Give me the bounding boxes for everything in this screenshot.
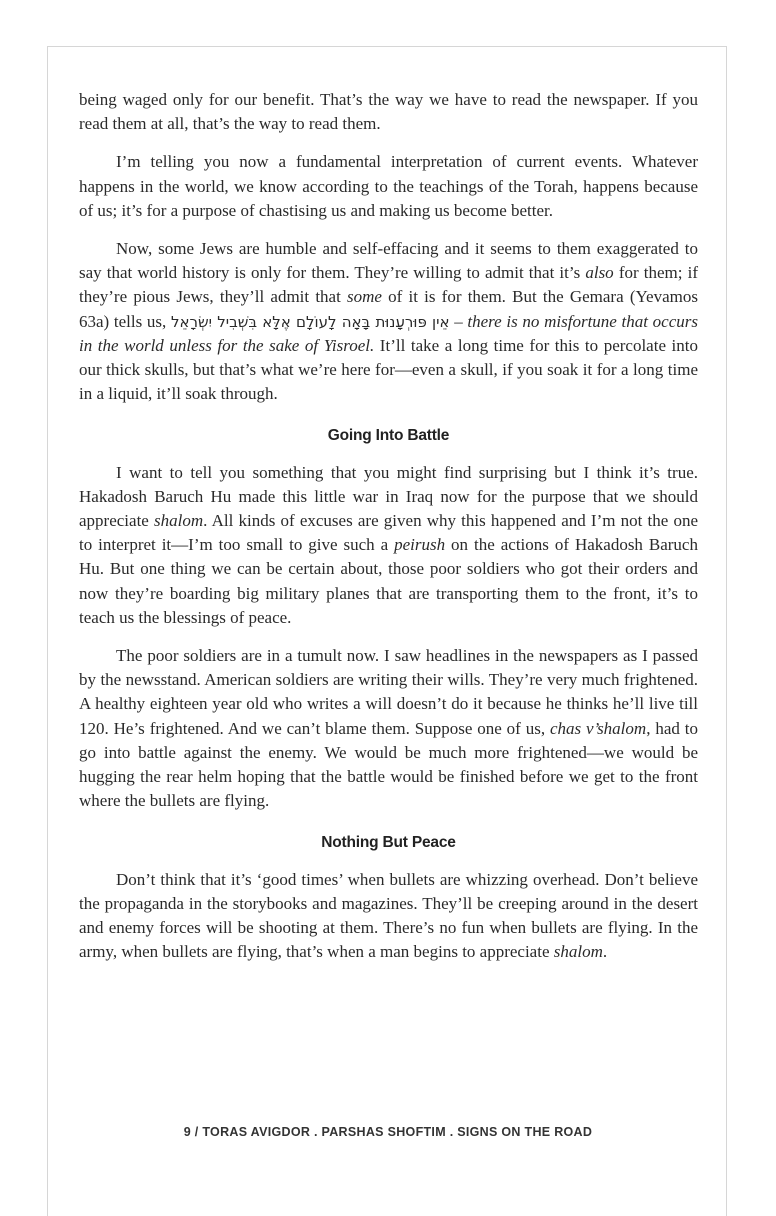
text-run: I want to tell you something that you might find surprising but I think it’s true. Hakadosh Baruch Hu made this little war in Iraq now for the purpose that we should appreciate — [79, 462, 698, 531]
text-run: The poor soldiers are in a tumult now. I saw headlines in the newspapers as I passed by the newsstand. American soldiers are writing their wills. They’re very much frightened. A healthy eighteen year old who writes a will doesn’t do it because he thinks he’ll live till 120. He’s frightened. And we can’t blame them. Suppose one of us, — [79, 646, 698, 738]
text-run: . All kinds of excuses are given why this happened and I’m not the one to interpret it—I’m too small to give such a — [79, 511, 699, 555]
body-text — [79, 88, 698, 979]
italic-text: shalom — [154, 511, 204, 531]
italic-text: chas v’shalom — [550, 718, 647, 738]
paragraph — [79, 150, 698, 223]
section-heading: Nothing But Peace — [321, 834, 456, 852]
text-run: It’ll take a long time for this to percolate into our thick skulls, but that’s what we’re here for—even a skull, if you soak it for a long time in a liquid, it’ll soak through. — [79, 335, 698, 404]
italic-text: some — [347, 287, 382, 307]
text-run: being waged only for our benefit. That’s the way we have to read the newspaper. If you read them at all, that’s the way to read them. — [79, 90, 698, 134]
text-run: Don’t think that it’s ‘good times’ when bullets are whizzing overhead. Don’t believe the propaganda in the storybooks and magazines. They’ll be creeping around in the desert and enemy forces will be shooting at them. There’s no fun when bullets are flying. In the army, when bullets are flying, that’s when a man begins to appreciate — [79, 869, 698, 962]
paragraph — [79, 644, 698, 813]
hebrew-quote: אֵין פּוּרְעָנוּת בָּאָה לָעוֹלָם אֶלָּא בִּשְׁבִיל יִשְׂרָאֵל — [170, 312, 450, 331]
page-footer: 9 / TORAS AVIGDOR . PARSHAS SHOFTIM . SIGNS ON THE ROAD — [183, 1125, 593, 1139]
paragraph — [79, 868, 698, 965]
text-run: , had to go into battle against the enemy. We would be much more frightened—we would be hugging the rear helm hoping that the battle would be finished before we get to the front where the bullets are flying. — [79, 718, 698, 811]
paragraph — [79, 461, 698, 630]
text-run: Now, some Jews are humble and self-effacing and it seems to them exaggerated to say that world history is only for them. They’re willing to admit that it’s — [79, 239, 698, 283]
italic-text: – there is no misfortune that occurs in the world unless for the sake of Yisroel. — [79, 311, 698, 355]
text-run: . — [602, 942, 608, 962]
italic-text: also — [585, 263, 614, 283]
text-run: for them; if they’re pious Jews, they’ll admit that — [79, 263, 698, 307]
text-run: I’m telling you now a fundamental interpretation of current events. Whatever happens in the world, we know according to the teachings of the Torah, happens because of us; it’s for a purpose of chastising us and making us become better. — [79, 152, 698, 220]
text-run: of it is for them. But the Gemara (Yevamos 63a) tells us, — [79, 287, 698, 331]
section-heading: Going Into Battle — [327, 427, 450, 445]
text-run: on the actions of Hakadosh Baruch Hu. But one thing we can be certain about, those poor soldiers who got their orders and now they’re boarding big military planes that are transporting them to the front, it’s to teach us the blessings of peace. — [79, 535, 698, 627]
italic-text: peirush — [394, 535, 446, 555]
paragraph — [79, 88, 698, 136]
italic-text: shalom — [553, 942, 603, 962]
paragraph — [79, 237, 698, 406]
